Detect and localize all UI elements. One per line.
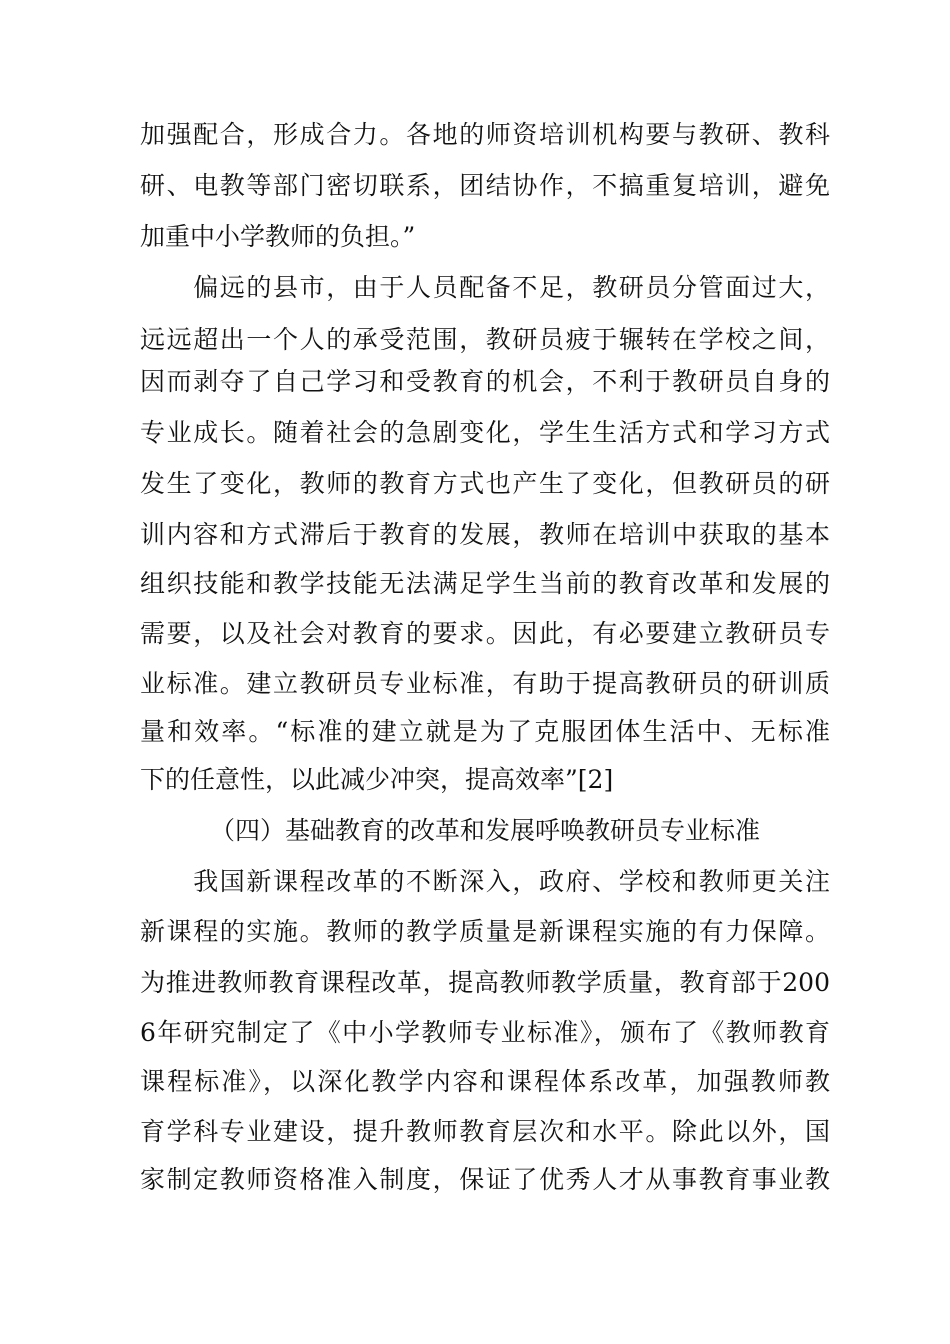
text-line: 家制定教师资格准入制度，保证了优秀人才从事教育事业教 — [140, 1165, 830, 1194]
text-line: 6年研究制定了《中小学教师专业标准》，颁布了《教师教育 — [140, 1018, 830, 1047]
text-line: 我国新课程改革的不断深入，政府、学校和教师更关注 — [140, 867, 830, 896]
text-line: 育学科专业建设，提升教师教育层次和水平。除此以外，国 — [140, 1117, 830, 1146]
text-line: 研、电教等部门密切联系，团结协作，不搞重复培训，避免 — [140, 171, 830, 200]
text-line: 为推进教师教育课程改革，提高教师教学质量，教育部于200 — [140, 968, 830, 997]
text-line: 发生了变化，教师的教育方式也产生了变化，但教研员的研 — [140, 469, 830, 498]
text-line: 新课程的实施。教师的教学质量是新课程实施的有力保障。 — [140, 917, 830, 946]
text-line: 需要，以及社会对教育的要求。因此，有必要建立教研员专 — [140, 619, 830, 648]
text-line: 偏远的县市，由于人员配备不足，教研员分管面过大， — [140, 273, 830, 302]
text-line: 量和效率。“标准的建立就是为了克服团体生活中、无标准 — [140, 717, 830, 746]
text-line: 业标准。建立教研员专业标准，有助于提高教研员的研训质 — [140, 669, 830, 698]
section-heading: （四）基础教育的改革和发展呼唤教研员专业标准 — [209, 816, 760, 845]
text-line: 下的任意性，以此减少冲突，提高效率”[2] — [140, 765, 614, 794]
text-line: 远远超出一个人的承受范围，教研员疲于辗转在学校之间， — [140, 325, 830, 354]
text-line: 专业成长。随着社会的急剧变化，学生生活方式和学习方式 — [140, 418, 830, 447]
text-line: 组织技能和教学技能无法满足学生当前的教育改革和发展的 — [140, 569, 830, 598]
text-line: 因而剥夺了自己学习和受教育的机会，不利于教研员自身的 — [140, 367, 830, 396]
text-line: 加强配合，形成合力。各地的师资培训机构要与教研、教科 — [140, 120, 830, 149]
text-line: 加重中小学教师的负担。” — [140, 222, 416, 251]
text-line: 课程标准》，以深化教学内容和课程体系改革，加强教师教 — [140, 1067, 830, 1096]
text-line: 训内容和方式滞后于教育的发展，教师在培训中获取的基本 — [140, 520, 830, 549]
